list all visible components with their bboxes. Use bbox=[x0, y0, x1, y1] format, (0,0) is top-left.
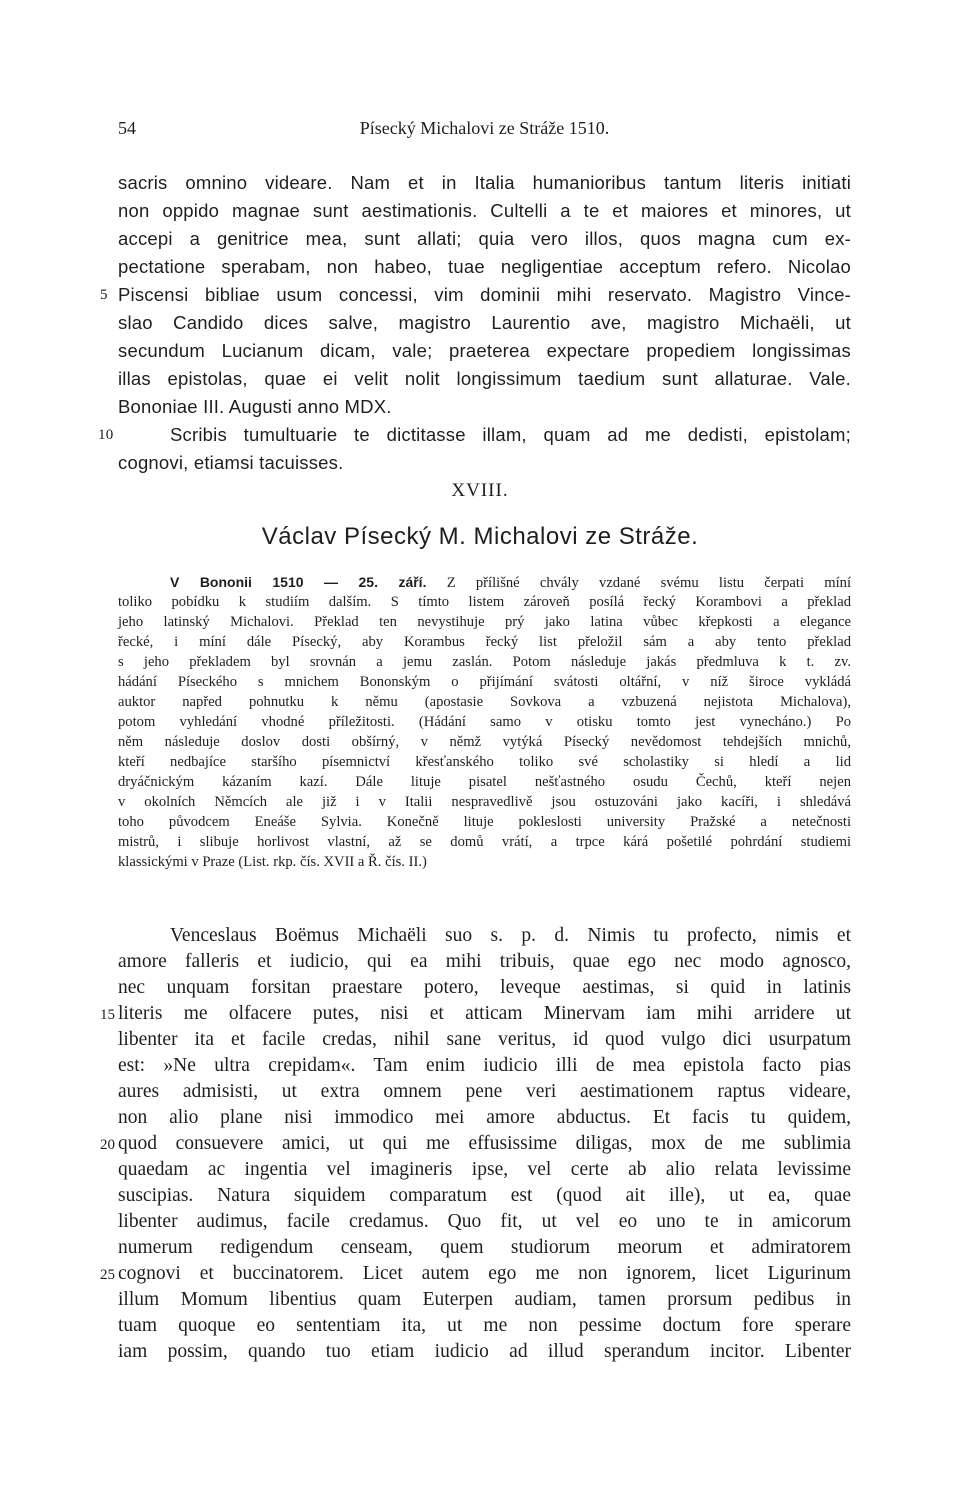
line-number: 10 bbox=[98, 427, 114, 443]
text-line: Piscensi bibliae usum concessi, vim dominii mihi reservato. Magistro Vince- bbox=[118, 284, 851, 305]
text-line: tuam quoque eo sententiam ita, ut me non pessime doctum fore sperare bbox=[118, 1315, 851, 1336]
text-line: literis me olfacere putes, nisi et atticam Minervam iam mihi arridere ut bbox=[118, 1003, 851, 1024]
text-line: hádání Píseckého s mnichem Bononským o přijímání svátosti oltářní, v níž široce vykládá bbox=[118, 674, 851, 690]
date-place: V Bononii 1510 — 25. září. bbox=[170, 574, 427, 590]
text-line: nec unquam forsitan praestare potero, leveque aestimas, si quid in latinis bbox=[118, 977, 851, 998]
text-line: suscipias. Natura siquidem comparatum est (quod ait ille), ut ea, quae bbox=[118, 1185, 851, 1206]
text-line: illas epistolas, quae ei velit nolit longissimum taedium sunt allaturae. Vale. bbox=[118, 368, 851, 389]
text-line: secundum Lucianum dicam, vale; praeterea expectare propediem longissimas bbox=[118, 340, 851, 361]
section-number: XVIII. bbox=[451, 480, 509, 501]
text-line: illum Momum libentius quam Euterpen audiam, tamen prorsum pedibus in bbox=[118, 1289, 851, 1310]
text-line: est: »Ne ultra crepidam«. Tam enim iudicio illi de mea epistola facto pias bbox=[118, 1055, 851, 1076]
text-line: něm následuje doslov dosti obšírný, v němž vytýká Písecký nevědomost tehdejších mnichů, bbox=[118, 734, 851, 750]
section-title: Václav Písecký M. Michalovi ze Stráže. bbox=[261, 523, 699, 550]
line-number: 5 bbox=[100, 287, 108, 303]
text-line: cognovi, etiamsi tacuisses. bbox=[118, 452, 344, 473]
text-line: cognovi et buccinatorem. Licet autem ego me non ignorem, licet Ligurinum bbox=[118, 1263, 851, 1284]
line-number: 20 bbox=[100, 1137, 115, 1153]
text-line: klassickými v Praze (List. rkp. čís. XVII a Ř. čís. II.) bbox=[118, 854, 427, 870]
page-number: 54 bbox=[118, 118, 136, 138]
text-line: pectatione sperabam, non habeo, tuae negligentiae acceptum refero. Nicolao bbox=[118, 256, 851, 277]
text-line: accepi a genitrice mea, sunt allati; quia vero illos, quos magna cum ex- bbox=[118, 228, 851, 249]
page-header bbox=[118, 118, 851, 144]
text-line: toliko pobídku k studiím dalším. S tímto listem zároveň posílá řecký Korambovi a překlad bbox=[118, 594, 851, 610]
text-line: Bononiae III. Augusti anno MDX. bbox=[118, 396, 392, 417]
text-line: řecké, i míní dále Písecký, aby Korambus řecký list přeložil sám a aby tento překlad bbox=[118, 634, 851, 650]
text-line: non oppido magnae sunt aestimationis. Cultelli a te et maiores et minores, ut bbox=[118, 200, 851, 221]
text-line: non alio plane nisi immodico mei amore abductus. Et facis tu quidem, bbox=[118, 1107, 851, 1128]
text-line: v okolních Němcích ale již i v Italii nespravedlivě jsou ostuzováni jako kacíři, i shledává bbox=[118, 794, 851, 810]
text-line: iam possim, quando tuo etiam iudicio ad illud sperandum incitor. Libenter bbox=[118, 1341, 851, 1362]
text-line: numerum redigendum censeam, quem studiorum meorum et admiratorem bbox=[118, 1237, 851, 1258]
running-title: Písecký Michalovi ze Stráže 1510. bbox=[359, 118, 610, 138]
text-line: sacris omnino videare. Nam et in Italia humanioribus tantum literis initiati bbox=[118, 172, 851, 193]
text-line: toho původcem Eneáše Sylvia. Konečně lituje pokleslosti university Pražské a netečnosti bbox=[118, 814, 851, 830]
text-line: libenter audimus, facile credamus. Quo fit, ut vel eo uno te in amicorum bbox=[118, 1211, 851, 1232]
text-line: slao Candido dices salve, magistro Laurentio ave, magistro Michaëli, ut bbox=[118, 312, 851, 333]
text-line: quaedam ac ingentia vel imagineris ipse, vel certe ab alio relata levissime bbox=[118, 1159, 851, 1180]
text-line: kteří nedbajíce staršího písemnictví křesťanského toliko své scholastiky si hledí a lid bbox=[118, 754, 851, 770]
line-number: 15 bbox=[100, 1007, 115, 1023]
summary-first-line bbox=[170, 574, 851, 594]
summary-text: Z přílišné chvály vzdané svému listu čerpati míní bbox=[446, 575, 851, 591]
text-line: dryáčnickým kázaním kazí. Dále lituje pisatel nešťastného osudu Čechů, kteří nejen bbox=[118, 774, 851, 790]
text-line: Venceslaus Boëmus Michaëli suo s. p. d. Nimis tu profecto, nimis et bbox=[170, 925, 851, 946]
text-line: Scribis tumultuarie te dictitasse illam, quam ad me dedisti, epistolam; bbox=[170, 424, 851, 445]
text-line: amore falleris et iudicio, qui ea mihi tribuis, quae ego nec modo agnosco, bbox=[118, 951, 851, 972]
text-line: potom vyhledání vhodné příležitosti. (Hádání samo v otisku tomto jest vynecháno.) Po bbox=[118, 714, 851, 730]
line-number: 25 bbox=[100, 1267, 115, 1283]
text-line: s jeho překladem byl srovnán a jemu zaslán. Potom následuje jakás předmluva k t. zv. bbox=[118, 654, 851, 670]
text-line: quod consuevere amici, ut qui me effusissime diligas, mox de me sublimia bbox=[118, 1133, 851, 1154]
text-line: jeho latinský Michalovi. Překlad ten nevystihuje prý jako latina vůbec křepkosti a elegance bbox=[118, 614, 851, 630]
text-line: aures admisisti, ut extra omnem pene veri aestimationem raptus videare, bbox=[118, 1081, 851, 1102]
text-line: libenter ita et facile credas, nihil sane veritus, id quod vulgo dici usurpatum bbox=[118, 1029, 851, 1050]
text-line: auktor napřed pohnutku k němu (apostasie Sovkova a vzbuzená nejistota Michalova), bbox=[118, 694, 851, 710]
text-line: mistrů, i slibuje horlivost vlastní, až se domů vrátí, a trpce kárá pošetilé pohrdání studiemi bbox=[118, 834, 851, 850]
